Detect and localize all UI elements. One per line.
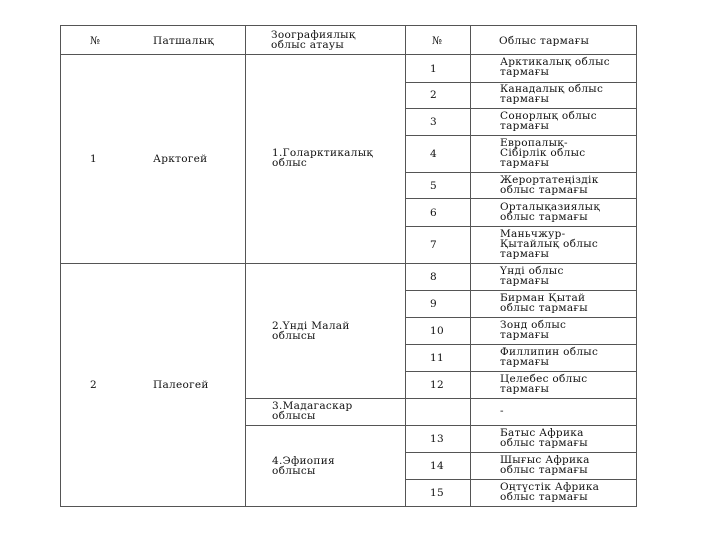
subregion-name: Үнді облыс тармағы bbox=[500, 265, 564, 287]
column-separator bbox=[470, 25, 471, 507]
subregion-name: Филлипин облыс тармағы bbox=[500, 346, 599, 368]
subregion-number: 3 bbox=[430, 116, 437, 128]
header-number-2: № bbox=[432, 35, 443, 47]
kingdom-separator bbox=[60, 263, 637, 264]
kingdom-name: Палеогей bbox=[153, 379, 209, 391]
subregion-name: Жерортатеңіздік облыс тармағы bbox=[500, 174, 599, 196]
row-separator bbox=[405, 290, 637, 291]
subregion-number: 1 bbox=[430, 63, 437, 75]
row-separator bbox=[405, 371, 637, 372]
row-separator bbox=[405, 317, 637, 318]
table-border-bottom bbox=[60, 506, 637, 507]
row-separator bbox=[405, 479, 637, 480]
column-separator bbox=[60, 25, 61, 507]
kingdom-number: 2 bbox=[90, 379, 97, 391]
row-separator bbox=[405, 226, 637, 227]
region-name: 1.Голарктикалық облыс bbox=[272, 147, 374, 169]
subregion-number: 6 bbox=[430, 207, 437, 219]
subregion-name: Шығыс Африка облыс тармағы bbox=[500, 454, 590, 476]
column-separator bbox=[405, 25, 406, 507]
header-kingdom: Патшалық bbox=[153, 35, 215, 47]
subregion-name: Орталықазиялық облыс тармағы bbox=[500, 201, 600, 223]
subregion-number: 8 bbox=[430, 271, 437, 283]
row-separator bbox=[405, 344, 637, 345]
column-separator bbox=[245, 25, 246, 507]
row-separator bbox=[405, 452, 637, 453]
subregion-number: 15 bbox=[430, 487, 444, 499]
region-name: 4.Эфиопия облысы bbox=[272, 455, 335, 477]
kingdom-name: Арктогей bbox=[153, 153, 208, 165]
subregion-name: - bbox=[500, 405, 504, 417]
region-separator bbox=[245, 425, 637, 426]
region-name: 2.Үнді Малай облысы bbox=[272, 320, 350, 342]
subregion-name: Бирман Қытай облыс тармағы bbox=[500, 292, 588, 314]
subregion-name: Батыс Африка облыс тармағы bbox=[500, 427, 588, 449]
subregion-name: Целебес облыс тармағы bbox=[500, 373, 588, 395]
subregion-number: 14 bbox=[430, 460, 444, 472]
subregion-number: 9 bbox=[430, 298, 437, 310]
subregion-number: 4 bbox=[430, 148, 437, 160]
subregion-number: 5 bbox=[430, 180, 437, 192]
table-border-top bbox=[60, 25, 637, 26]
subregion-number: 13 bbox=[430, 433, 444, 445]
header-number: № bbox=[90, 35, 101, 47]
subregion-name: Европалық-Сібірлік облыс тармағы bbox=[500, 137, 586, 169]
row-separator bbox=[405, 108, 637, 109]
row-separator bbox=[405, 198, 637, 199]
subregion-name: Маньчжур-Қытайлық облыс тармағы bbox=[500, 228, 599, 260]
subregion-name: Арктикалық облыс тармағы bbox=[500, 56, 610, 78]
row-separator bbox=[405, 135, 637, 136]
subregion-number: 12 bbox=[430, 379, 444, 391]
header-subregion: Облыс тармағы bbox=[499, 35, 590, 47]
header-separator bbox=[60, 54, 637, 55]
table-border-right bbox=[636, 25, 637, 507]
subregion-number: 10 bbox=[430, 325, 444, 337]
subregion-number: 11 bbox=[430, 352, 444, 364]
subregion-number: 7 bbox=[430, 239, 437, 251]
region-name: 3.Мадагаскар облысы bbox=[272, 400, 353, 422]
subregion-name: Канадалық облыс тармағы bbox=[500, 83, 604, 105]
header-region-name: Зоографиялық облыс атауы bbox=[271, 29, 356, 51]
kingdom-number: 1 bbox=[90, 153, 97, 165]
subregion-number: 2 bbox=[430, 89, 437, 101]
region-separator bbox=[245, 398, 637, 399]
row-separator bbox=[405, 172, 637, 173]
subregion-name: Зонд облыс тармағы bbox=[500, 319, 567, 341]
subregion-name: Сонорлық облыс тармағы bbox=[500, 110, 597, 132]
subregion-name: Оңтүстік Африка облыс тармағы bbox=[500, 481, 600, 503]
